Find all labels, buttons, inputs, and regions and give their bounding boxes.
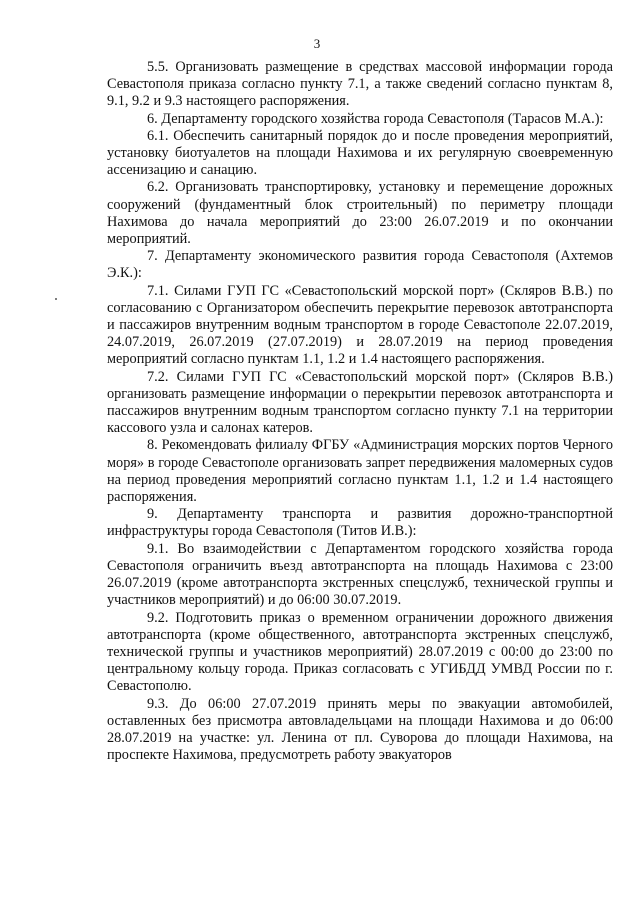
paragraph-9-3: 9.3. До 06:00 27.07.2019 принять меры по эвакуации автомобилей, оставленных без присмотра автовладельцами на площади Нахимова и до 06:00 28.07.2019 на участке: ул. Ленина от пл. Суворова до площади Нахимова, на проспекте Нахимова, предусмотреть работу эвакуаторов bbox=[107, 695, 613, 764]
document-body bbox=[107, 59, 613, 764]
page-number: 3 bbox=[313, 36, 321, 51]
paragraph-9-2: 9.2. Подготовить приказ о временном ограничении дорожного движения автотранспорта (кроме общественного, автотранспорта экстренных спецслужб, технической группы и участников мероприятий) 28.07.2019 с 00:00 до 23:00 по центральному кольцу города. Приказ согласовать с УГИБДД УМВД России по г. Севастополю. bbox=[107, 609, 613, 695]
paragraph-9: 9. Департаменту транспорта и развития дорожно-транспортной инфраструктуры города Севастополя (Титов И.В.): bbox=[107, 506, 613, 540]
paragraph-6-2: 6.2. Организовать транспортировку, установку и перемещение дорожных сооружений (фундаментный блок строительный) по периметру площади Нахимова до начала мероприятий до 23:00 26.07.2019 и по окончании мероприятий. bbox=[107, 179, 613, 248]
paragraph-7-2: 7.2. Силами ГУП ГС «Севастопольский морской порт» (Скляров В.В.) организовать размещение информации о перекрытии перевозок автотранспорта и пассажиров внутренним водным транспортом согласно пункту 7.1 на территории кассового узла и салонах катеров. bbox=[107, 368, 613, 437]
paragraph-7-1: 7.1. Силами ГУП ГС «Севастопольский морской порт» (Скляров В.В.) по согласованию с Организатором обеспечить перекрытие перевозок автотранспорта и пассажиров внутренним водным транспортом в городе Севастополе 22.07.2019, 24.07.2019, 26.07.2019 (27.07.2019) и 28.07.2019 на период проведения мероприятий согласно пунктам 1.1, 1.2 и 1.4 настоящего распоряжения. bbox=[107, 282, 613, 368]
paragraph-8: 8. Рекомендовать филиалу ФГБУ «Администрация морских портов Черного моря» в городе Севастополе организовать запрет передвижения маломерных судов на период проведения мероприятий согласно пунктам 1.1, 1.2 и 1.4 настоящего распоряжения. bbox=[107, 437, 613, 506]
paragraph-5-5: 5.5. Организовать размещение в средствах массовой информации города Севастополя приказа согласно пункту 7.1, а также сведений согласно пунктам 8, 9.1, 9.2 и 9.3 настоящего распоряжения. bbox=[107, 59, 613, 110]
paragraph-6: 6. Департаменту городского хозяйства города Севастополя (Тарасов М.А.): bbox=[147, 110, 604, 127]
paragraph-6-1: 6.1. Обеспечить санитарный порядок до и после проведения мероприятий, установку биотуалетов на площади Нахимова и их регулярную своевременную ассенизацию и санацию. bbox=[107, 127, 613, 179]
paragraph-7: 7. Департаменту экономического развития города Севастополя (Ахтемов Э.К.): bbox=[107, 248, 613, 282]
paragraph-9-1: 9.1. Во взаимодействии с Департаментом городского хозяйства города Севастополя ограничить въезд автотранспорта на площадь Нахимова с 23:00 26.07.2019 (кроме автотранспорта экстренных спецслужб, технической группы и участников мероприятий) и до 06:00 30.07.2019. bbox=[107, 540, 613, 609]
scan-speck bbox=[55, 298, 57, 300]
